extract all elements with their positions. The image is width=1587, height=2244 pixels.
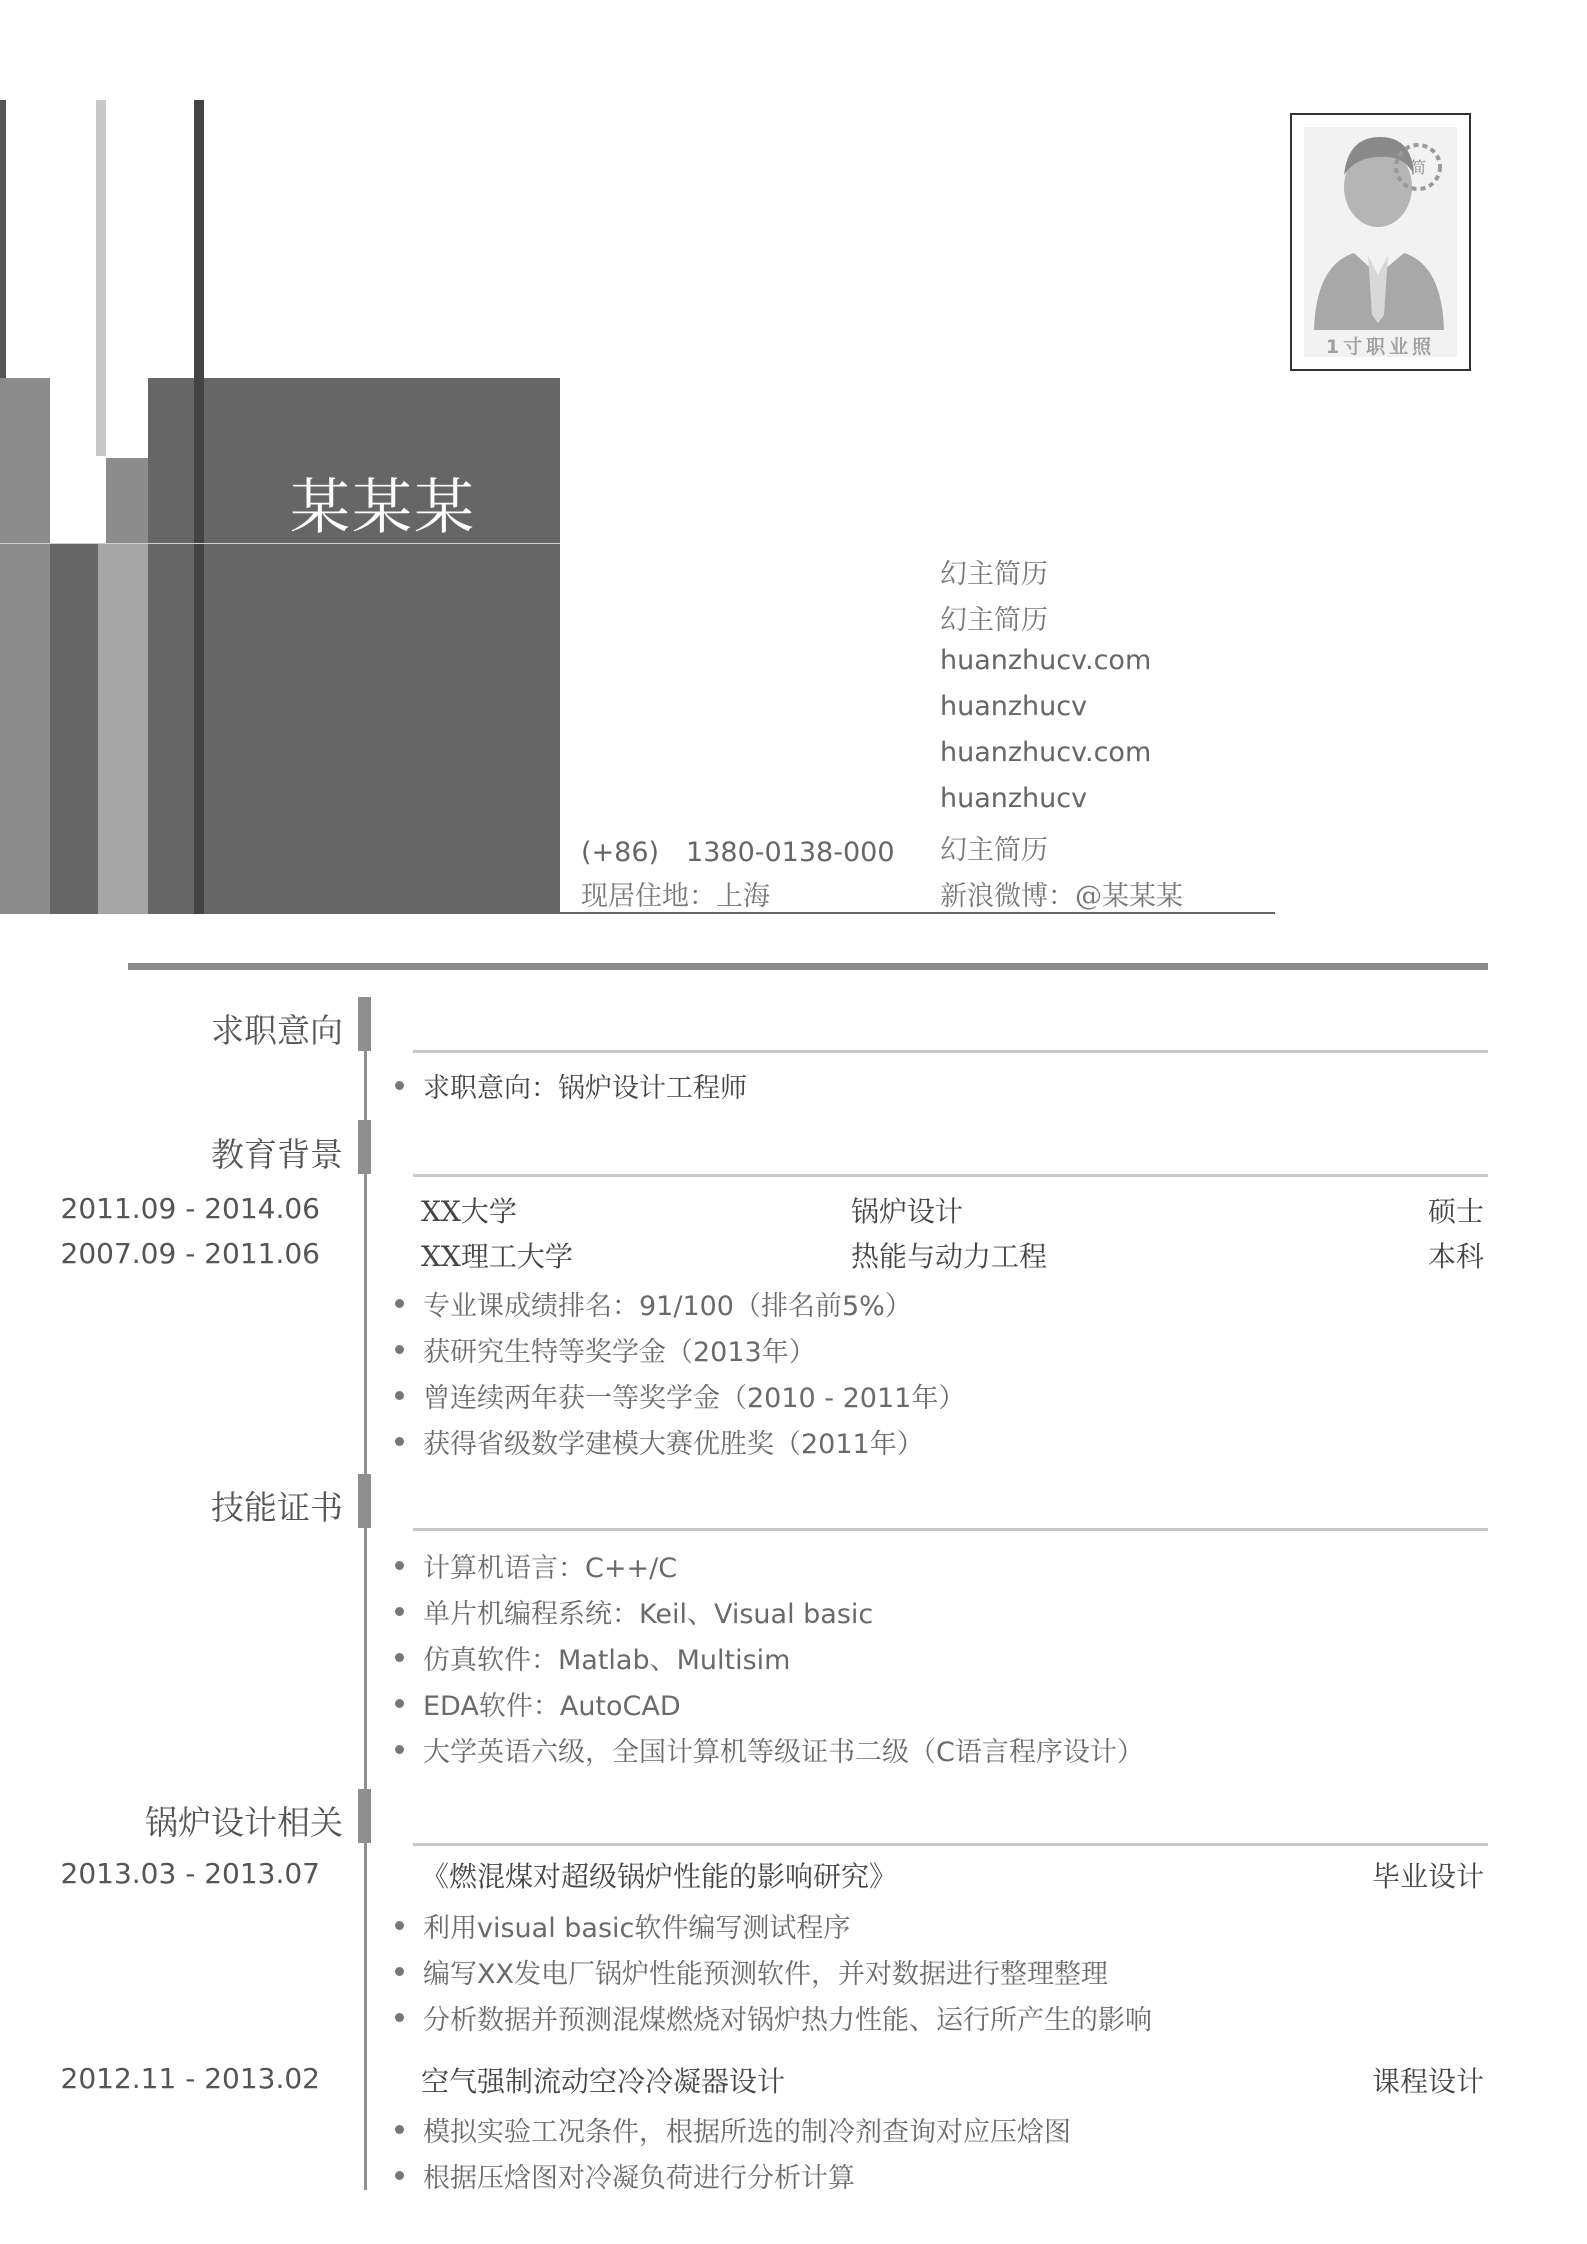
project-item: 根据压焓图对冷凝负荷进行分析计算	[423, 2163, 855, 2194]
skill-item: 仿真软件：Matlab、Multisim	[423, 1645, 791, 1676]
section-title-projects: 锅炉设计相关	[145, 1803, 343, 1842]
project-item: 利用visual basic软件编写测试程序	[423, 1913, 851, 1944]
header-underline	[560, 912, 1275, 914]
section-rule	[413, 1174, 1488, 1177]
bullet	[395, 1607, 404, 1616]
bullet	[395, 1437, 404, 1446]
avatar-icon	[1292, 115, 1469, 369]
edu-major: 热能与动力工程	[851, 1240, 1048, 1273]
edu-school: XX理工大学	[421, 1240, 573, 1273]
bullet	[395, 1391, 404, 1400]
contact-phone: (+86) 1380-0138-000	[581, 837, 895, 868]
section-marker	[358, 1789, 371, 1843]
skill-item: 计算机语言：C++/C	[423, 1553, 678, 1584]
bullet	[395, 1745, 404, 1754]
project-item: 编写XX发电厂锅炉性能预测软件，并对数据进行整理整理	[423, 1959, 1108, 1990]
section-marker	[358, 1120, 371, 1174]
project-item: 分析数据并预测混煤燃烧对锅炉热力性能、运行所产生的影响	[423, 2005, 1152, 2036]
svg-text:简: 简	[1409, 158, 1427, 177]
project-date: 2012.11 - 2013.02	[60, 2062, 320, 2095]
edu-degree: 本科	[1427, 1240, 1484, 1273]
edu-item: 获研究生特等奖学金（2013年）	[423, 1337, 816, 1368]
bar-4	[96, 100, 106, 456]
contact-2: 幻主简历	[940, 605, 1048, 636]
skill-item: 大学英语六级，全国计算机等级证书二级（C语言程序设计）	[423, 1737, 1144, 1768]
contact-website-2[interactable]: huanzhucv.com	[940, 737, 1152, 768]
project-name: 《燃混煤对超级锅炉性能的影响研究》	[421, 1860, 898, 1893]
contact-7: 幻主简历	[940, 835, 1048, 866]
bar-6	[106, 458, 148, 543]
edu-item: 获得省级数学建模大赛优胜奖（2011年）	[423, 1429, 924, 1460]
bullet	[395, 1921, 404, 1930]
contact-website-1[interactable]: huanzhucv.com	[940, 645, 1152, 676]
edu-date: 2011.09 - 2014.06	[60, 1192, 320, 1225]
bullet	[395, 1699, 404, 1708]
contact-weibo[interactable]: 新浪微博：@某某某	[940, 881, 1183, 912]
bullet	[395, 1967, 404, 1976]
name-block	[204, 378, 560, 914]
project-type: 毕业设计	[1371, 1860, 1484, 1893]
bullet	[395, 1345, 404, 1354]
project-name: 空气强制流动空冷冷凝器设计	[421, 2065, 786, 2098]
edu-item: 专业课成绩排名：91/100（排名前5%）	[423, 1291, 912, 1322]
bar-2	[0, 378, 50, 914]
edu-school: XX大学	[421, 1195, 517, 1228]
bar-7	[148, 378, 194, 914]
main-divider	[128, 963, 1488, 970]
photo-caption: 1寸职业照	[1325, 336, 1436, 358]
skill-item: EDA软件：AutoCAD	[423, 1691, 681, 1722]
bullet	[395, 1561, 404, 1570]
bullet	[395, 1653, 404, 1662]
contact-handle-1: huanzhucv	[940, 691, 1088, 722]
bar-1	[0, 100, 6, 380]
section-rule	[413, 1843, 1488, 1846]
edu-item: 曾连续两年获一等奖学金（2010 - 2011年）	[423, 1383, 966, 1414]
section-title-education: 教育背景	[211, 1135, 343, 1174]
project-item: 模拟实验工况条件，根据所选的制冷剂查询对应压焓图	[423, 2117, 1071, 2148]
project-type: 课程设计	[1371, 2065, 1484, 2098]
edu-degree: 硕士	[1427, 1195, 1484, 1228]
photo-placeholder	[1290, 113, 1471, 371]
section-rule	[413, 1528, 1488, 1531]
project-date: 2013.03 - 2013.07	[60, 1857, 320, 1890]
bar-8	[194, 100, 204, 914]
edu-date: 2007.09 - 2011.06	[60, 1237, 320, 1270]
contact-address: 现居住地：上海	[581, 881, 770, 912]
edu-major: 锅炉设计	[851, 1195, 964, 1228]
candidate-name: 某某某	[290, 473, 476, 543]
bar-3	[50, 543, 98, 914]
contact-handle-2: huanzhucv	[940, 783, 1088, 814]
bullet	[395, 2013, 404, 2022]
bullet	[395, 1299, 404, 1308]
section-title-intent: 求职意向	[211, 1011, 343, 1050]
bullet	[395, 2171, 404, 2180]
bullet	[395, 1081, 404, 1090]
section-marker	[358, 997, 371, 1051]
section-rule	[413, 1050, 1488, 1053]
bullet	[395, 2125, 404, 2134]
skill-item: 单片机编程系统：Keil、Visual basic	[423, 1599, 874, 1630]
section-marker	[358, 1474, 371, 1528]
bar-5	[98, 543, 148, 914]
intent-item: 求职意向：锅炉设计工程师	[423, 1073, 747, 1104]
contact-1: 幻主简历	[940, 559, 1048, 590]
section-title-skills: 技能证书	[211, 1488, 343, 1527]
timeline-line	[364, 1000, 367, 2190]
